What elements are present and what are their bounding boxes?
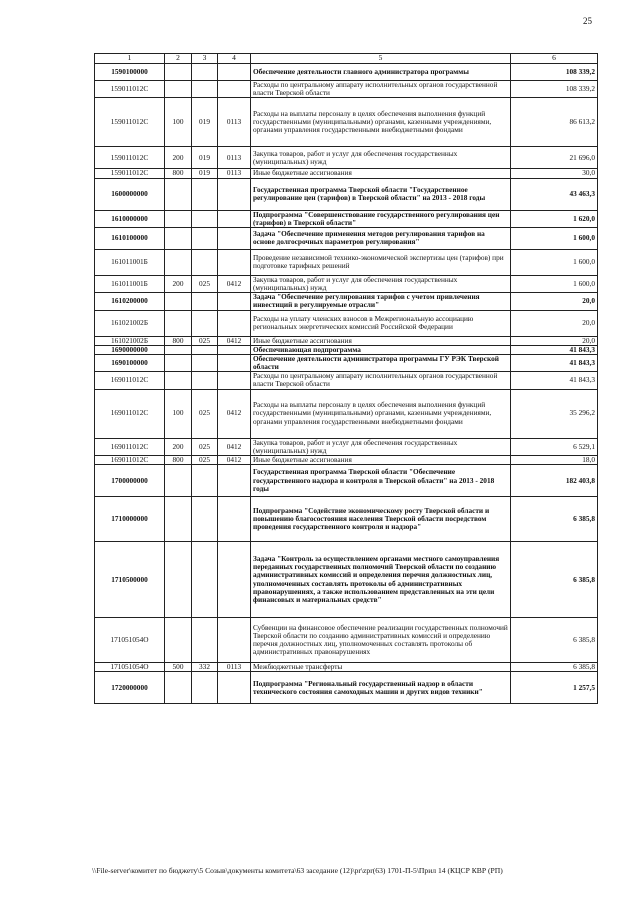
row-code-cell: 1610000000 (95, 210, 165, 227)
row-code-cell: 1710000000 (95, 497, 165, 542)
row-rp-cell (218, 345, 251, 354)
row-name-cell: Задача "Обеспечение применения методов регулирования тарифов на основе долгосрочных параметров регулирования" (251, 227, 511, 249)
row-code-cell: 169011012С (95, 438, 165, 455)
row-ved-cell: 025 (192, 455, 218, 464)
row-rp-cell: 0412 (218, 336, 251, 345)
row-amount-cell: 20,0 (511, 336, 598, 345)
row-kvr-cell (165, 345, 192, 354)
header-cell: 5 (251, 54, 511, 64)
row-name-cell: Задача "Контроль за осуществлением органами местного самоуправления переданных государственных полномочий Тверской области по созданию административных комиссий и определения перечня должностных лиц, уполномоченных составлять протоколы об административных правонарушениях, а также использованием представленных на эти цели финансовых и материальных средств" (251, 542, 511, 618)
row-kvr-cell: 100 (165, 98, 192, 147)
table-row (95, 465, 598, 497)
row-ved-cell (192, 618, 218, 663)
row-rp-cell: 0113 (218, 147, 251, 169)
row-code-cell: 159011012С (95, 98, 165, 147)
row-kvr-cell (165, 64, 192, 81)
row-code-cell: 1720000000 (95, 672, 165, 704)
row-code-cell: 161021002Б (95, 310, 165, 336)
row-rp-cell (218, 81, 251, 98)
row-kvr-cell: 800 (165, 336, 192, 345)
row-ved-cell (192, 372, 218, 389)
row-kvr-cell (165, 249, 192, 275)
row-name-cell: Подпрограмма "Содействие экономическому росту Тверской области и повышению благосостояния населения Тверской области посредством проведения государственного контроля и надзора" (251, 497, 511, 542)
row-name-cell: Подпрограмма "Региональный государственный надзор в области технического состояния самоходных машин и других видов техники" (251, 672, 511, 704)
row-ved-cell: 332 (192, 663, 218, 672)
row-ved-cell: 025 (192, 275, 218, 292)
row-rp-cell: 0412 (218, 389, 251, 438)
row-ved-cell: 025 (192, 389, 218, 438)
row-rp-cell (218, 249, 251, 275)
table-row (95, 178, 598, 210)
row-amount-cell: 21 696,0 (511, 147, 598, 169)
row-name-cell: Расходы на уплату членских взносов в Межрегиональную ассоциацию региональных энергетических комиссий Российской Федерации (251, 310, 511, 336)
row-code-cell: 1600000000 (95, 178, 165, 210)
row-rp-cell: 0412 (218, 438, 251, 455)
row-amount-cell: 41 843,3 (511, 372, 598, 389)
row-kvr-cell: 200 (165, 275, 192, 292)
row-amount-cell: 1 620,0 (511, 210, 598, 227)
row-kvr-cell: 200 (165, 438, 192, 455)
page-number: 25 (583, 16, 592, 26)
row-rp-cell (218, 372, 251, 389)
row-name-cell: Расходы по центральному аппарату исполнительных органов государственной власти Тверской области (251, 81, 511, 98)
row-name-cell: Государственная программа Тверской области "Обеспечение государственного надзора и контроля в Тверской области" на 2013 - 2018 годы (251, 465, 511, 497)
row-name-cell: Иные бюджетные ассигнования (251, 336, 511, 345)
table-row (95, 98, 598, 147)
row-amount-cell: 182 403,8 (511, 465, 598, 497)
row-ved-cell (192, 354, 218, 371)
row-code-cell: 161021002Б (95, 336, 165, 345)
header-cell: 6 (511, 54, 598, 64)
row-amount-cell: 86 613,2 (511, 98, 598, 147)
row-ved-cell (192, 497, 218, 542)
row-name-cell: Иные бюджетные ассигнования (251, 169, 511, 178)
row-amount-cell: 108 339,2 (511, 64, 598, 81)
row-code-cell: 1710500000 (95, 542, 165, 618)
row-name-cell: Закупка товаров, работ и услуг для обеспечения государственных (муниципальных) нужд (251, 147, 511, 169)
row-rp-cell: 0113 (218, 98, 251, 147)
row-kvr-cell (165, 210, 192, 227)
row-name-cell: Закупка товаров, работ и услуг для обеспечения государственных (муниципальных) нужд (251, 275, 511, 292)
table-row (95, 438, 598, 455)
row-kvr-cell: 200 (165, 147, 192, 169)
row-name-cell: Задача "Обеспечение регулирования тарифов с учетом привлечения инвестиций в регулируемые отрасли" (251, 293, 511, 310)
row-amount-cell: 1 257,5 (511, 672, 598, 704)
row-ved-cell (192, 672, 218, 704)
header-cell: 4 (218, 54, 251, 64)
row-rp-cell (218, 354, 251, 371)
row-ved-cell (192, 293, 218, 310)
row-rp-cell: 0113 (218, 169, 251, 178)
table-row (95, 147, 598, 169)
header-cell: 1 (95, 54, 165, 64)
row-code-cell: 171051054О (95, 663, 165, 672)
header-cell: 2 (165, 54, 192, 64)
row-amount-cell: 30,0 (511, 169, 598, 178)
row-code-cell: 171051054О (95, 618, 165, 663)
row-amount-cell: 1 600,0 (511, 249, 598, 275)
row-kvr-cell: 100 (165, 389, 192, 438)
table-row (95, 227, 598, 249)
row-ved-cell (192, 310, 218, 336)
row-amount-cell: 6 385,8 (511, 618, 598, 663)
row-ved-cell (192, 81, 218, 98)
row-kvr-cell (165, 372, 192, 389)
row-ved-cell (192, 210, 218, 227)
row-code-cell: 169011012С (95, 389, 165, 438)
row-name-cell: Обеспечение деятельности главного администратора программы (251, 64, 511, 81)
header-cell: 3 (192, 54, 218, 64)
row-code-cell: 1610200000 (95, 293, 165, 310)
table-row (95, 81, 598, 98)
row-rp-cell (218, 672, 251, 704)
row-amount-cell: 41 843,3 (511, 345, 598, 354)
table-row (95, 663, 598, 672)
row-rp-cell (218, 210, 251, 227)
row-amount-cell: 41 843,3 (511, 354, 598, 371)
table-header-row (95, 54, 598, 64)
row-name-cell: Расходы по центральному аппарату исполнительных органов государственной власти Тверской области (251, 372, 511, 389)
table-row (95, 169, 598, 178)
table-row (95, 64, 598, 81)
row-ved-cell (192, 64, 218, 81)
row-kvr-cell (165, 227, 192, 249)
row-rp-cell (218, 310, 251, 336)
row-amount-cell: 43 463,3 (511, 178, 598, 210)
row-code-cell: 161011001Б (95, 249, 165, 275)
row-name-cell: Государственная программа Тверской области "Государственное регулирование цен (тарифов) в Тверской области" на 2013 - 2018 годы (251, 178, 511, 210)
row-name-cell: Расходы на выплаты персоналу в целях обеспечения выполнения функций государственными (муниципальными) органами, казенными учреждениями, органами управления государственными внебюджетными фондами (251, 98, 511, 147)
row-code-cell: 1610100000 (95, 227, 165, 249)
row-amount-cell: 18,0 (511, 455, 598, 464)
row-ved-cell: 019 (192, 98, 218, 147)
row-amount-cell: 108 339,2 (511, 81, 598, 98)
table-row (95, 542, 598, 618)
row-name-cell: Иные бюджетные ассигнования (251, 455, 511, 464)
row-amount-cell: 6 385,8 (511, 663, 598, 672)
row-code-cell: 169011012С (95, 372, 165, 389)
row-code-cell: 1700000000 (95, 465, 165, 497)
row-kvr-cell (165, 354, 192, 371)
row-kvr-cell (165, 81, 192, 98)
table-row (95, 275, 598, 292)
row-amount-cell: 1 600,0 (511, 275, 598, 292)
row-code-cell: 1690000000 (95, 345, 165, 354)
row-code-cell: 159011012С (95, 169, 165, 178)
table-row (95, 672, 598, 704)
row-code-cell: 159011012С (95, 147, 165, 169)
row-rp-cell (218, 293, 251, 310)
table-row (95, 497, 598, 542)
row-rp-cell (218, 64, 251, 81)
row-kvr-cell (165, 672, 192, 704)
row-rp-cell: 0412 (218, 275, 251, 292)
row-ved-cell: 025 (192, 438, 218, 455)
row-ved-cell (192, 227, 218, 249)
row-amount-cell: 6 385,8 (511, 542, 598, 618)
row-ved-cell (192, 249, 218, 275)
row-kvr-cell (165, 542, 192, 618)
row-code-cell: 159011012С (95, 81, 165, 98)
row-name-cell: Закупка товаров, работ и услуг для обеспечения государственных (муниципальных) нужд (251, 438, 511, 455)
table-row (95, 354, 598, 371)
row-code-cell: 1590100000 (95, 64, 165, 81)
row-kvr-cell (165, 618, 192, 663)
row-ved-cell: 019 (192, 169, 218, 178)
row-name-cell: Подпрограмма "Совершенствование государственного регулирования цен (тарифов) в Тверской области" (251, 210, 511, 227)
row-rp-cell (218, 542, 251, 618)
row-amount-cell: 20,0 (511, 310, 598, 336)
row-name-cell: Расходы на выплаты персоналу в целях обеспечения выполнения функций государственными (муниципальными) органами, казенными учреждениями, органами управления государственными внебюджетными фондами (251, 389, 511, 438)
table-row (95, 293, 598, 310)
table-row (95, 336, 598, 345)
row-kvr-cell (165, 293, 192, 310)
row-rp-cell (218, 497, 251, 542)
row-ved-cell: 019 (192, 147, 218, 169)
row-kvr-cell: 800 (165, 455, 192, 464)
row-kvr-cell (165, 497, 192, 542)
row-ved-cell (192, 542, 218, 618)
row-name-cell: Проведение независимой технико-экономической экспертизы цен (тарифов) при подготовке тарифных решений (251, 249, 511, 275)
row-kvr-cell: 500 (165, 663, 192, 672)
row-amount-cell: 6 529,1 (511, 438, 598, 455)
table-row (95, 618, 598, 663)
table-row (95, 310, 598, 336)
row-kvr-cell: 800 (165, 169, 192, 178)
row-kvr-cell (165, 178, 192, 210)
row-amount-cell: 35 296,2 (511, 389, 598, 438)
row-name-cell: Обеспечение деятельности администратора программы ГУ РЭК Тверской области (251, 354, 511, 371)
table-row (95, 389, 598, 438)
budget-table (94, 53, 598, 704)
row-name-cell: Обеспечивающая подпрограмма (251, 345, 511, 354)
row-rp-cell: 0113 (218, 663, 251, 672)
footer-file-path: \\File-server\комитет по бюджету\5 Созыв\документы комитета\63 заседание (12)\pr\zpr(63) 1701-П-5\Прил 14 (КЦСР КВР (РП) (92, 866, 503, 875)
row-kvr-cell (165, 465, 192, 497)
row-code-cell: 161011001Б (95, 275, 165, 292)
row-ved-cell (192, 465, 218, 497)
row-rp-cell (218, 227, 251, 249)
row-ved-cell (192, 178, 218, 210)
row-amount-cell: 1 600,0 (511, 227, 598, 249)
row-ved-cell: 025 (192, 336, 218, 345)
table-row (95, 372, 598, 389)
row-rp-cell: 0412 (218, 455, 251, 464)
row-amount-cell: 20,0 (511, 293, 598, 310)
table-row (95, 455, 598, 464)
row-kvr-cell (165, 310, 192, 336)
table-row (95, 210, 598, 227)
row-rp-cell (218, 178, 251, 210)
row-code-cell: 169011012С (95, 455, 165, 464)
row-name-cell: Межбюджетные трансферты (251, 663, 511, 672)
row-rp-cell (218, 465, 251, 497)
row-code-cell: 1690100000 (95, 354, 165, 371)
table-row (95, 249, 598, 275)
row-name-cell: Субвенции на финансовое обеспечение реализации государственных полномочий Тверской области по созданию административных комиссий и определению перечня должностных лиц, уполномоченных составлять протоколы об административных правонарушениях (251, 618, 511, 663)
row-amount-cell: 6 385,8 (511, 497, 598, 542)
row-ved-cell (192, 345, 218, 354)
row-rp-cell (218, 618, 251, 663)
table-row (95, 345, 598, 354)
